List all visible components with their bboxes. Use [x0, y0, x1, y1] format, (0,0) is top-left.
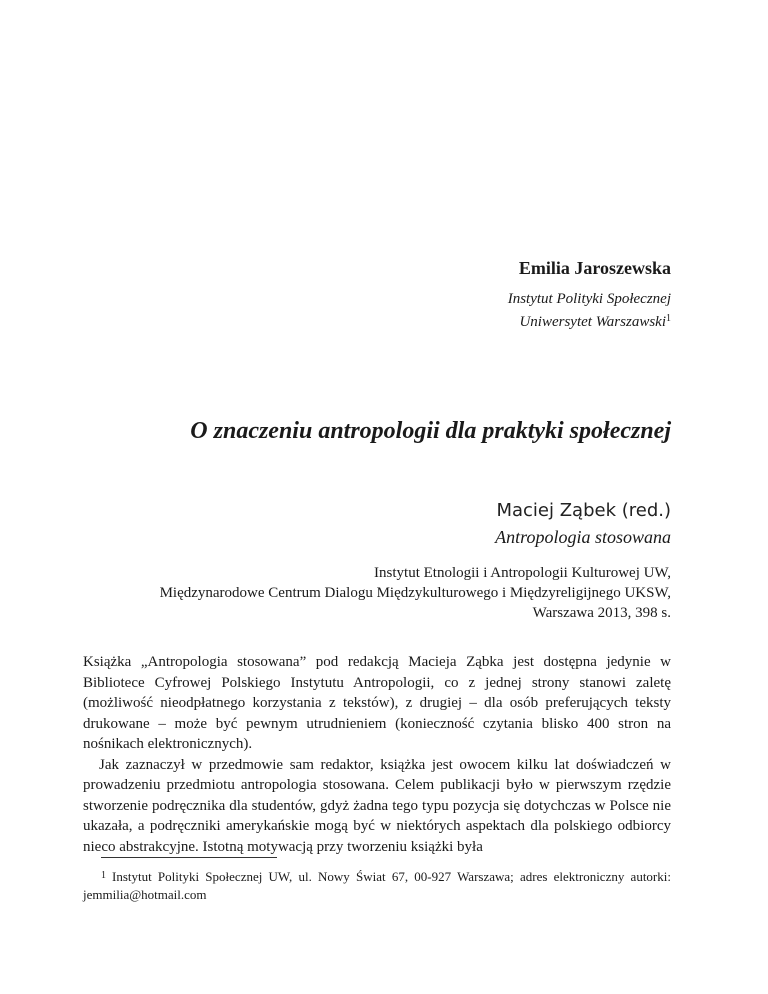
- author-name: Emilia Jaroszewska: [518, 258, 671, 278]
- footnote-number: 1: [101, 870, 106, 881]
- footnote-reference: 1: [666, 313, 671, 324]
- publisher-line-2: Międzynarodowe Centrum Dialogu Międzykulturowego i Międzyreligijnego UKSW,: [159, 585, 671, 601]
- article-title: O znaczeniu antropologii dla praktyki społecznej: [190, 418, 671, 444]
- footnote-divider: [101, 857, 277, 858]
- affiliation-university-name: Uniwersytet Warszawski: [519, 314, 666, 330]
- publisher-line-3: Warszawa 2013, 398 s.: [532, 605, 671, 621]
- book-editor: Maciej Ząbek (red.): [496, 500, 671, 521]
- publisher-line-1: Instytut Etnologii i Antropologii Kulturowej UW,: [374, 565, 671, 581]
- affiliation-institute: Instytut Polityki Społecznej: [507, 291, 671, 307]
- body-paragraph-1: Książka „Antropologia stosowana” pod redakcją Macieja Ząbka jest dostępna jedynie w Bibliotece Cyfrowej Polskiego Instytutu Antropologii, co z jednej strony stanowi zaletę (możliwość nieodpłatnego korzystania z tekstów), z drugiej – dla osób preferujących teksty drukowane – może być pewnym utrudnieniem (konieczność czytania blisko 400 stron na nośnikach elektronicznych).: [83, 654, 671, 752]
- book-publication-info: [71, 563, 671, 623]
- book-title: Antropologia stosowana: [495, 527, 671, 547]
- body-text: [83, 652, 671, 857]
- body-paragraph-2: Jak zaznaczył w przedmowie sam redaktor, książka jest owocem kilku lat doświadczeń w prowadzeniu przedmiotu antropologia stosowana. Celem publikacji było w pierwszym rzędzie stworzenie podręcznika dla studentów, gdyż żadna tego typu pozycja się dotychczas w Polsce nie ukazała, a podręczniki amerykańskie mogą być w niektórych aspektach dla polskiego odbiorcy nieco abstrakcyjne. Istotną motywacją przy tworzeniu książki była: [83, 756, 671, 855]
- footnote: [83, 867, 671, 904]
- author-affiliation: [508, 290, 671, 332]
- footnote-text: Instytut Polityki Społecznej UW, ul. Nowy Świat 67, 00-927 Warszawa; adres elektroniczny autorki: jemmilia@hotmail.com: [83, 869, 671, 902]
- affiliation-university: [508, 309, 671, 332]
